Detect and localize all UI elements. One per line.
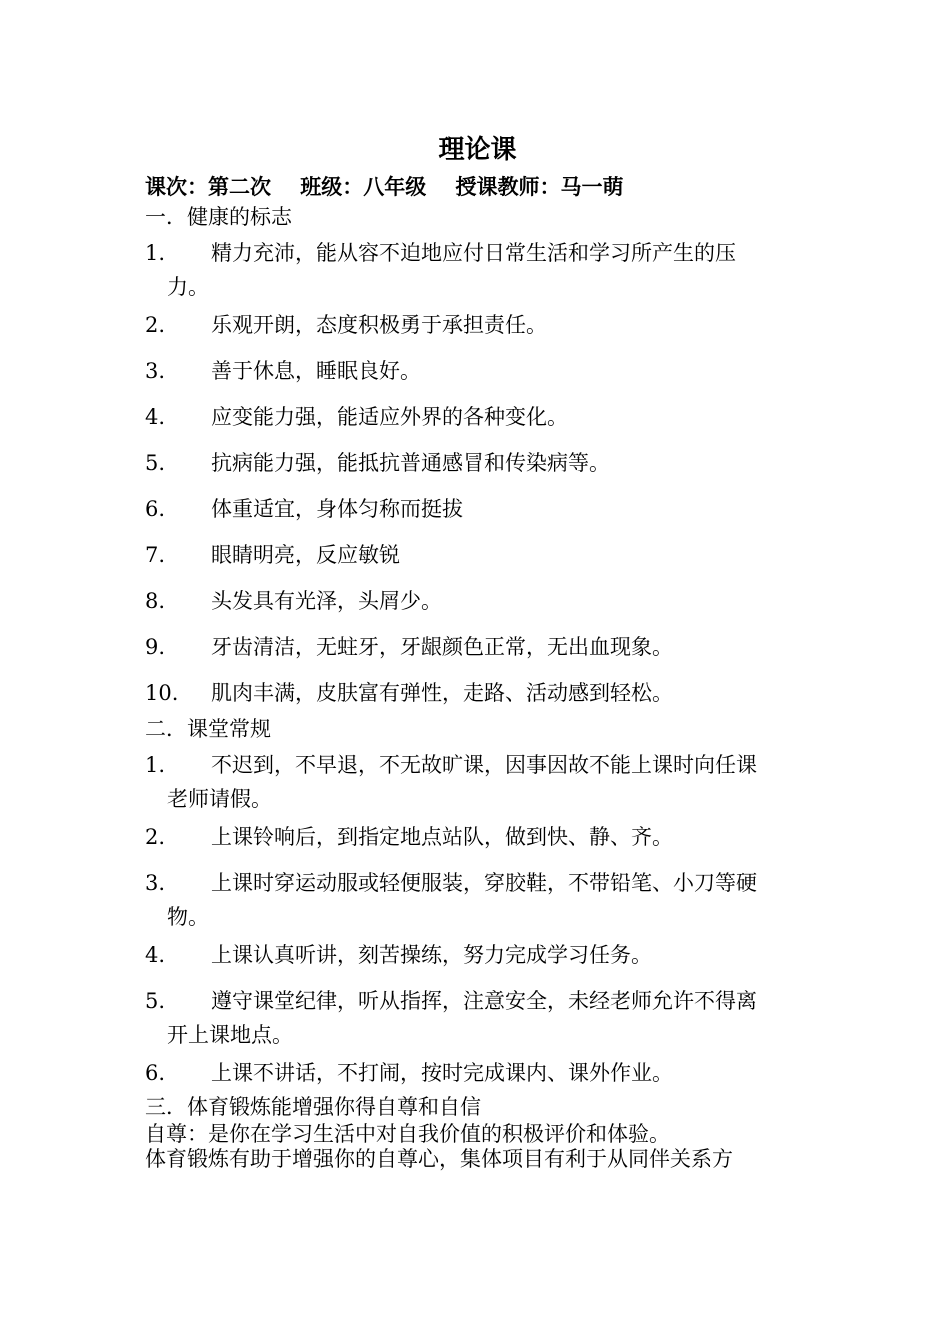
classroom-rules-list	[145, 748, 810, 1090]
list-item-text-continued: 开上课地点。	[167, 1023, 293, 1047]
list-item-text: 上课认真听讲，刻苦操练，努力完成学习任务。	[211, 943, 652, 967]
list-item-text: 应变能力强，能适应外界的各种变化。	[211, 405, 568, 429]
class-grade: 班级：八年级	[300, 175, 427, 199]
list-item-text: 牙齿清洁，无蛀牙，牙龈颜色正常，无出血现象。	[211, 635, 673, 659]
list-item	[145, 1056, 810, 1090]
list-item-number: 4.	[145, 943, 166, 967]
list-item-number: 2.	[145, 313, 166, 337]
lesson-meta	[145, 172, 810, 202]
list-item-number: 4.	[145, 405, 166, 429]
list-item-text-continued: 老师请假。	[167, 787, 272, 811]
list-item-text: 抗病能力强，能抵抗普通感冒和传染病等。	[211, 451, 610, 475]
list-item	[145, 866, 810, 934]
list-item-number: 1.	[145, 753, 166, 777]
teacher-name: 授课教师：马一萌	[455, 175, 624, 199]
list-item-text: 上课时穿运动服或轻便服装，穿胶鞋，不带铅笔、小刀等硬	[211, 871, 757, 895]
list-item-number: 5.	[145, 451, 166, 475]
list-item	[145, 676, 810, 710]
document-page	[145, 128, 810, 1172]
list-item-text: 肌肉丰满，皮肤富有弹性，走路、活动感到轻松。	[211, 681, 673, 705]
list-item-text: 眼睛明亮，反应敏锐	[211, 543, 400, 567]
list-item-text: 精力充沛，能从容不迫地应付日常生活和学习所产生的压	[211, 241, 736, 265]
list-item-number: 5.	[145, 989, 166, 1013]
page-title: 理论课	[438, 135, 517, 165]
list-item-number: 6.	[145, 1061, 166, 1085]
lesson-number: 课次：第二次	[145, 175, 271, 199]
list-item	[145, 984, 810, 1052]
list-item-text: 上课不讲话，不打闹，按时完成课内、课外作业。	[211, 1061, 673, 1085]
section-heading-exercise: 三．体育锻炼能增强你得自尊和自信	[145, 1095, 481, 1119]
list-item	[145, 584, 810, 618]
list-item	[145, 748, 810, 816]
list-item	[145, 820, 810, 854]
section-heading-health: 一．健康的标志	[145, 205, 292, 229]
list-item-text: 体重适宜，身体匀称而挺拔	[211, 497, 463, 521]
list-item-text: 头发具有光泽，头屑少。	[211, 589, 442, 613]
list-item	[145, 538, 810, 572]
list-item-number: 7.	[145, 543, 166, 567]
exercise-paragraph: 体育锻炼有助于增强你的自尊心，集体项目有利于从同伴关系方	[145, 1147, 733, 1171]
list-item-number: 3.	[145, 871, 166, 895]
list-item	[145, 446, 810, 480]
list-item-text: 善于休息，睡眠良好。	[211, 359, 421, 383]
list-item-number: 2.	[145, 825, 166, 849]
list-item-number: 9.	[145, 635, 166, 659]
list-item-number: 8.	[145, 589, 166, 613]
list-item-number: 1.	[145, 241, 166, 265]
list-item-text: 上课铃响后，到指定地点站队，做到快、静、齐。	[211, 825, 673, 849]
list-item-text-continued: 力。	[167, 275, 209, 299]
list-item-text-continued: 物。	[167, 905, 209, 929]
list-item	[145, 400, 810, 434]
self-esteem-definition: 自尊：是你在学习生活中对自我价值的积极评价和体验。	[145, 1122, 670, 1146]
list-item	[145, 308, 810, 342]
list-item	[145, 354, 810, 388]
list-item-number: 3.	[145, 359, 166, 383]
list-item	[145, 630, 810, 664]
list-item	[145, 938, 810, 972]
list-item-number: 10.	[145, 681, 179, 705]
list-item-text: 不迟到，不早退，不无故旷课，因事因故不能上课时向任课	[211, 753, 757, 777]
list-item-number: 6.	[145, 497, 166, 521]
section-heading-rules: 二．课堂常规	[145, 717, 271, 741]
list-item	[145, 492, 810, 526]
list-item-text: 乐观开朗，态度积极勇于承担责任。	[211, 313, 547, 337]
list-item-text: 遵守课堂纪律，听从指挥，注意安全，未经老师允许不得离	[211, 989, 757, 1013]
list-item	[145, 236, 810, 304]
health-signs-list	[145, 236, 810, 710]
